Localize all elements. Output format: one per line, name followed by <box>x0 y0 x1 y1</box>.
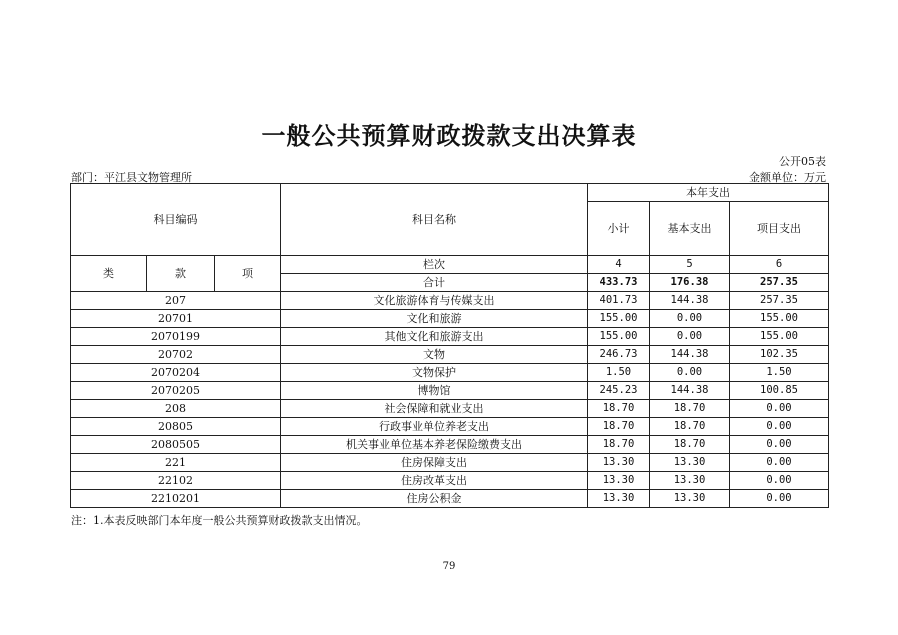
subject-name-cell: 住房改革支出 <box>281 472 588 490</box>
table-row <box>71 382 829 400</box>
header-project-expenditure: 项目支出 <box>730 202 829 256</box>
subject-code-cell: 20805 <box>71 418 281 436</box>
header-category: 类 <box>71 256 147 292</box>
project-expenditure-cell: 0.00 <box>730 490 829 508</box>
page-number: 79 <box>442 561 456 572</box>
subtotal-cell: 246.73 <box>588 346 650 364</box>
table-row <box>71 454 829 472</box>
subject-code-cell: 2070199 <box>71 328 281 346</box>
project-expenditure-cell: 0.00 <box>730 472 829 490</box>
total-basic: 176.38 <box>650 274 730 292</box>
subject-name-cell: 行政事业单位养老支出 <box>281 418 588 436</box>
subject-name-cell: 机关事业单位基本养老保险缴费支出 <box>281 436 588 454</box>
subject-name-cell: 文化旅游体育与传媒支出 <box>281 292 588 310</box>
basic-expenditure-cell: 0.00 <box>650 328 730 346</box>
department-label: 部门：平江县文物管理所 <box>71 171 192 184</box>
subtotal-cell: 155.00 <box>588 328 650 346</box>
project-expenditure-cell: 1.50 <box>730 364 829 382</box>
subject-code-cell: 2070205 <box>71 382 281 400</box>
total-subtotal: 433.73 <box>588 274 650 292</box>
header-section: 款 <box>147 256 215 292</box>
header-subject-code: 科目编码 <box>71 184 281 256</box>
table-row <box>71 346 829 364</box>
subject-name-cell: 其他文化和旅游支出 <box>281 328 588 346</box>
basic-expenditure-cell: 144.38 <box>650 292 730 310</box>
basic-expenditure-cell: 13.30 <box>650 490 730 508</box>
header-subtotal: 小计 <box>588 202 650 256</box>
subtotal-cell: 401.73 <box>588 292 650 310</box>
header-current-year-expenditure: 本年支出 <box>588 184 829 202</box>
subject-name-cell: 文物 <box>281 346 588 364</box>
subject-name-cell: 社会保障和就业支出 <box>281 400 588 418</box>
column-index-6: 6 <box>730 256 829 274</box>
table-row <box>71 310 829 328</box>
project-expenditure-cell: 0.00 <box>730 454 829 472</box>
basic-expenditure-cell: 18.70 <box>650 418 730 436</box>
table-row <box>71 436 829 454</box>
subject-code-cell: 2080505 <box>71 436 281 454</box>
subtotal-cell: 18.70 <box>588 400 650 418</box>
column-index-label: 栏次 <box>281 256 588 274</box>
total-project: 257.35 <box>730 274 829 292</box>
basic-expenditure-cell: 0.00 <box>650 310 730 328</box>
column-index-5: 5 <box>650 256 730 274</box>
subtotal-cell: 155.00 <box>588 310 650 328</box>
project-expenditure-cell: 257.35 <box>730 292 829 310</box>
subject-code-cell: 2070204 <box>71 364 281 382</box>
table-row <box>71 472 829 490</box>
subtotal-cell: 18.70 <box>588 418 650 436</box>
table-row <box>71 490 829 508</box>
table-row <box>71 418 829 436</box>
page-title: 一般公共预算财政拨款支出决算表 <box>261 121 637 150</box>
subject-code-cell: 221 <box>71 454 281 472</box>
subject-code-cell: 22102 <box>71 472 281 490</box>
form-number: 公开05表 <box>779 155 826 168</box>
table-row <box>71 328 829 346</box>
expenditure-table <box>70 183 829 508</box>
subtotal-cell: 1.50 <box>588 364 650 382</box>
project-expenditure-cell: 102.35 <box>730 346 829 364</box>
basic-expenditure-cell: 18.70 <box>650 436 730 454</box>
project-expenditure-cell: 155.00 <box>730 310 829 328</box>
project-expenditure-cell: 0.00 <box>730 418 829 436</box>
footnote: 注：1.本表反映部门本年度一般公共预算财政拨款支出情况。 <box>71 514 368 527</box>
subject-name-cell: 博物馆 <box>281 382 588 400</box>
subject-code-cell: 208 <box>71 400 281 418</box>
subject-name-cell: 文化和旅游 <box>281 310 588 328</box>
basic-expenditure-cell: 13.30 <box>650 454 730 472</box>
subtotal-cell: 245.23 <box>588 382 650 400</box>
subtotal-cell: 13.30 <box>588 454 650 472</box>
basic-expenditure-cell: 18.70 <box>650 400 730 418</box>
amount-unit-label: 金额单位：万元 <box>749 171 826 184</box>
subtotal-cell: 13.30 <box>588 472 650 490</box>
subject-name-cell: 住房保障支出 <box>281 454 588 472</box>
project-expenditure-cell: 0.00 <box>730 436 829 454</box>
basic-expenditure-cell: 144.38 <box>650 382 730 400</box>
subject-name-cell: 住房公积金 <box>281 490 588 508</box>
header-item: 项 <box>215 256 281 292</box>
table-row <box>71 364 829 382</box>
project-expenditure-cell: 155.00 <box>730 328 829 346</box>
project-expenditure-cell: 0.00 <box>730 400 829 418</box>
subject-code-cell: 207 <box>71 292 281 310</box>
column-index-4: 4 <box>588 256 650 274</box>
table-row <box>71 400 829 418</box>
project-expenditure-cell: 100.85 <box>730 382 829 400</box>
subtotal-cell: 18.70 <box>588 436 650 454</box>
header-basic-expenditure: 基本支出 <box>650 202 730 256</box>
subject-code-cell: 2210201 <box>71 490 281 508</box>
basic-expenditure-cell: 13.30 <box>650 472 730 490</box>
subject-name-cell: 文物保护 <box>281 364 588 382</box>
basic-expenditure-cell: 144.38 <box>650 346 730 364</box>
table-row <box>71 292 829 310</box>
subtotal-cell: 13.30 <box>588 490 650 508</box>
subject-code-cell: 20701 <box>71 310 281 328</box>
header-subject-name: 科目名称 <box>281 184 588 256</box>
subject-code-cell: 20702 <box>71 346 281 364</box>
total-label: 合计 <box>281 274 588 292</box>
basic-expenditure-cell: 0.00 <box>650 364 730 382</box>
